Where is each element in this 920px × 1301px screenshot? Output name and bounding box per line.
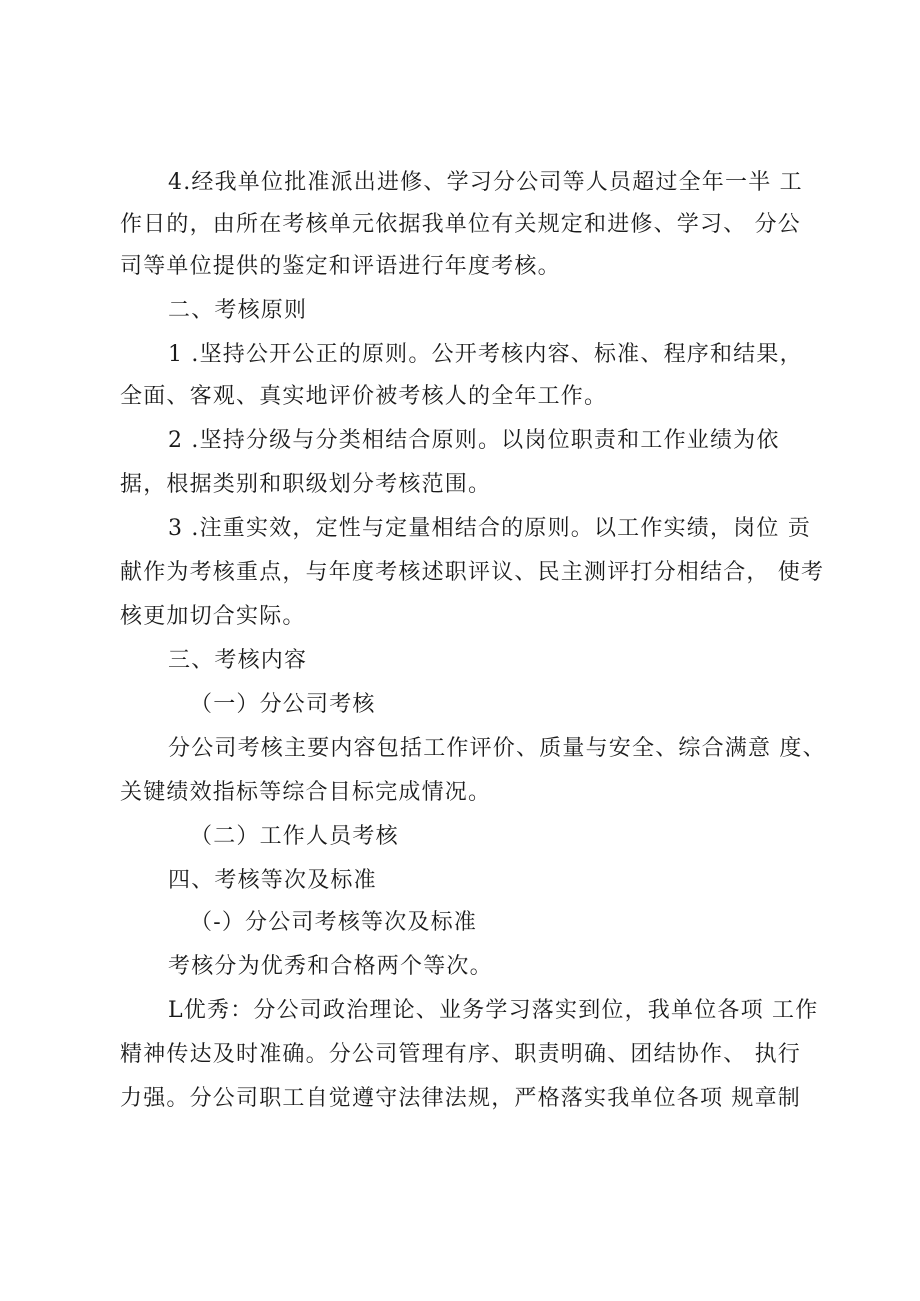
section-heading: 三、考核内容 bbox=[168, 648, 308, 673]
paragraph-line: 关键绩效指标等综合目标完成情况。 bbox=[120, 780, 492, 805]
section-heading: 四、考核等次及标准 bbox=[168, 868, 377, 893]
paragraph-line: 全面、客观、真实地评价被考核人的全年工作。 bbox=[120, 384, 608, 409]
subsection-heading: （一）分公司考核 bbox=[190, 692, 376, 717]
paragraph-line: 4.经我单位批准派出进修、学习分公司等人员超过全年一半 工 bbox=[168, 170, 803, 195]
paragraph-line: 司等单位提供的鉴定和评语进行年度考核。 bbox=[120, 254, 561, 279]
subsection-heading: （二）工作人员考核 bbox=[190, 824, 399, 849]
paragraph-line: 核更加切合实际。 bbox=[120, 604, 306, 629]
paragraph-line: 2 .坚持分级与分类相结合原则。以岗位职责和工作业绩为依 bbox=[168, 428, 780, 453]
paragraph-line: L优秀：分公司政治理论、业务学习落实到位，我单位各项 工作 bbox=[168, 998, 819, 1023]
subsection-heading: （-）分公司考核等次及标准 bbox=[190, 910, 478, 935]
section-heading: 二、考核原则 bbox=[168, 298, 308, 323]
paragraph-line: 分公司考核主要内容包括工作评价、质量与安全、综合满意 度、 bbox=[168, 736, 826, 761]
paragraph-line: 献作为考核重点，与年度考核述职评议、民主测评打分相结合， 使考 bbox=[120, 560, 825, 585]
paragraph-line: 考核分为优秀和合格两个等次。 bbox=[168, 954, 493, 979]
paragraph-line: 3 .注重实效，定性与定量相结合的原则。以工作实绩，岗位 贡 bbox=[168, 516, 811, 541]
paragraph-line: 据，根据类别和职级划分考核范围。 bbox=[120, 472, 492, 497]
paragraph-line: 作日的，由所在考核单元依据我单位有关规定和进修、学习、 分公 bbox=[120, 212, 801, 237]
paragraph-line: 力强。分公司职工自觉遵守法律法规，严格落实我单位各项 规章制 bbox=[120, 1086, 801, 1111]
paragraph-line: 精神传达及时准确。分公司管理有序、职责明确、团结协作、 执行 bbox=[120, 1042, 801, 1067]
paragraph-line: 1 .坚持公开公正的原则。公开考核内容、标准、程序和结果， bbox=[168, 342, 803, 367]
